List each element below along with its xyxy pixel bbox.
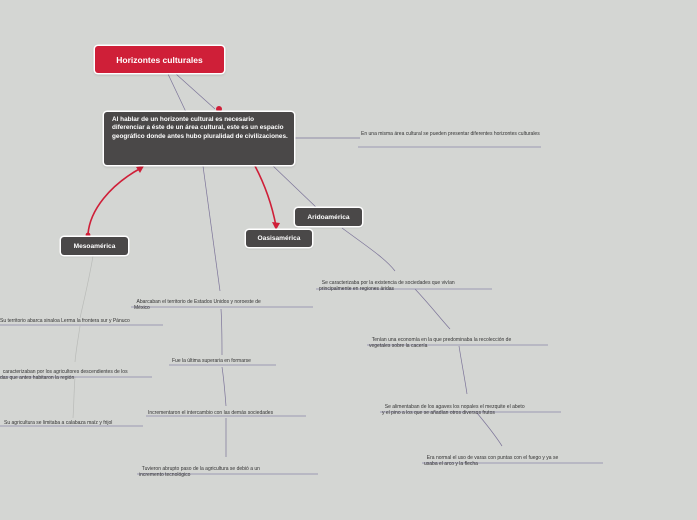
leaf-label: Su agricultura se limitaba a calabaza maíz y frijol (4, 420, 113, 426)
center-item[interactable] (139, 460, 260, 479)
aridoamerica-node[interactable] (295, 208, 362, 226)
aridoamerica-label: Aridoamérica (307, 213, 350, 221)
aridoamerica-item[interactable] (382, 398, 525, 417)
leaf-label: Tenían una economía en la que predominaba la recolección de vegetales sobre la cacería (369, 337, 512, 350)
leaf-label: caracterizaban por los agricultores descendientes de los das que antes habitaron la región (0, 369, 128, 382)
main-topic-label: Al hablar de un horizonte cultural es necesario diferenciar a éste de un área cultural, este es un espacio geográfico donde antes hubo pluralidad de civilizaciones. (112, 116, 288, 140)
mesoamerica-item[interactable] (0, 363, 128, 382)
oasisamerica-label: Oasisamérica (257, 235, 301, 242)
aridoamerica-item[interactable] (369, 331, 511, 350)
main-topic-node[interactable] (104, 112, 294, 165)
leaf-label: Fue la última superaria en formarse (172, 358, 251, 364)
mesoamerica-node[interactable] (61, 237, 128, 255)
leaf-label: Abarcaban el territorio de Estados Unidos y noroeste de México (134, 299, 261, 312)
center-item[interactable] (172, 358, 251, 364)
aridoamerica-item[interactable] (319, 274, 455, 293)
aridoamerica-item[interactable] (424, 449, 558, 468)
mesoamerica-item[interactable] (0, 318, 130, 324)
oasisamerica-node[interactable] (246, 230, 312, 247)
leaf-label: Tuvieron abrupto paso de la agricultura se debió a un incremento tecnológico (139, 466, 260, 479)
mesoamerica-label: Mesoamérica (73, 242, 116, 250)
root-label: Horizontes culturales (116, 54, 203, 65)
center-item[interactable] (148, 410, 273, 416)
center-item[interactable] (134, 293, 261, 312)
leaf-label: Su territorio abarca sinaloa Lerma la frontera sur y Pánuco (0, 318, 130, 324)
leaf-label: Se caracterizaba por la existencia de sociedades que vivían principalmente en regiones áridas (319, 280, 455, 293)
side-note-label: En una misma área cultural se pueden presentar diferentes horizontes culturales (361, 131, 540, 137)
side-note-node[interactable] (361, 131, 541, 137)
leaf-label: Se alimentaban de los agaves los nopales el mezquite el abeto y el pino a los que se añadían otros diversos frutos (382, 404, 525, 417)
root-node[interactable] (95, 46, 224, 73)
leaf-label: Era normal el uso de varas con puntas con el fuego y ya se usaba el arco y la flecha (424, 455, 559, 468)
leaf-label: Incrementaron el intercambio con las demás sociedades (148, 410, 274, 416)
mesoamerica-item[interactable] (4, 420, 112, 426)
